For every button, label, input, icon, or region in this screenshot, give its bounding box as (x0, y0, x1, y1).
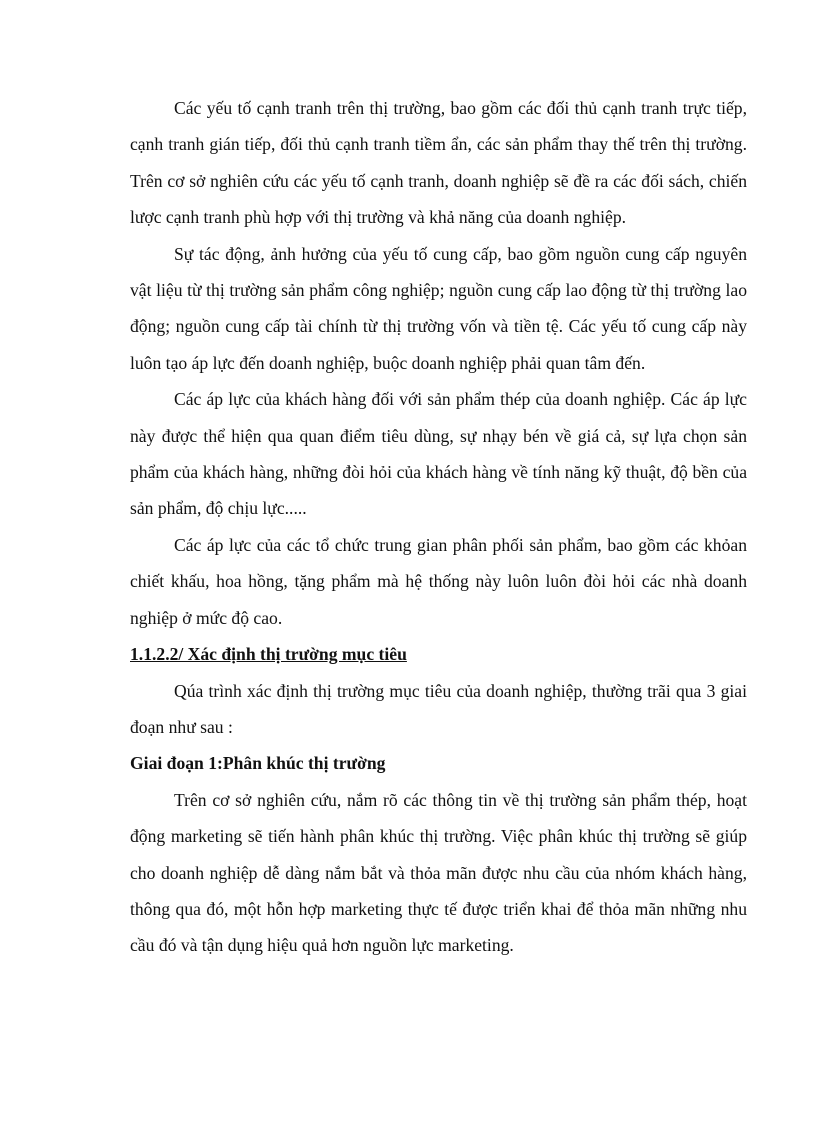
paragraph-supply: Sự tác động, ảnh hưởng của yếu tố cung cấp, bao gồm nguồn cung cấp nguyên vật liệu từ thị trường sản phẩm công nghiệp; nguồn cung cấp lao động từ thị trường lao động; nguồn cung cấp tài chính từ thị trường vốn và tiền tệ. Các yếu tố cung cấp này luôn tạo áp lực đến doanh nghiệp, buộc doanh nghiệp phải quan tâm đến. (130, 243, 747, 373)
paragraph-competition: Các yếu tố cạnh tranh trên thị trường, bao gồm các đối thủ cạnh tranh trực tiếp, cạnh tranh gián tiếp, đối thủ cạnh tranh tiềm ẩn, các sản phẩm thay thế trên thị trường. Trên cơ sở nghiên cứu các yếu tố cạnh tranh, doanh nghiệp sẽ đề ra các đối sách, chiến lược cạnh tranh phù hợp với thị trường và khả năng của doanh nghiệp. (130, 98, 747, 228)
paragraph-target-market-process: Qúa trình xác định thị trường mục tiêu của doanh nghiệp, thường trãi qua 3 giai đoạn như sau : (130, 680, 747, 737)
paragraph-customer-pressure: Các áp lực của khách hàng đối với sản phẩm thép của doanh nghiệp. Các áp lực này được thể hiện qua quan điểm tiêu dùng, sự nhạy bén về giá cả, sự lựa chọn sản phẩm của khách hàng, những đòi hỏi của khách hàng về tính năng kỹ thuật, độ bền của sản phẩm, độ chịu lực..... (130, 389, 747, 519)
stage-heading: Giai đoạn 1:Phân khúc thị trường (130, 753, 386, 774)
paragraph-distributor-pressure: Các áp lực của các tổ chức trung gian phân phối sản phẩm, bao gồm các khỏan chiết khấu, hoa hồng, tặng phẩm mà hệ thống này luôn luôn đòi hỏi các nhà doanh nghiệp ở mức độ cao. (130, 534, 747, 628)
section-heading: 1.1.2.2/ Xác định thị trường mục tiêu (130, 644, 407, 665)
paragraph-segmentation: Trên cơ sở nghiên cứu, nắm rõ các thông tin về thị trường sản phẩm thép, hoạt động marketing sẽ tiến hành phân khúc thị trường. Việc phân khúc thị trường sẽ giúp cho doanh nghiệp dễ dàng nắm bắt và thỏa mãn được nhu cầu của nhóm khách hàng, thông qua đó, một hỗn hợp marketing thực tế được triển khai để thỏa mãn những nhu cầu đó và tận dụng hiệu quả hơn nguồn lực marketing. (130, 789, 747, 956)
document-page (130, 90, 747, 964)
